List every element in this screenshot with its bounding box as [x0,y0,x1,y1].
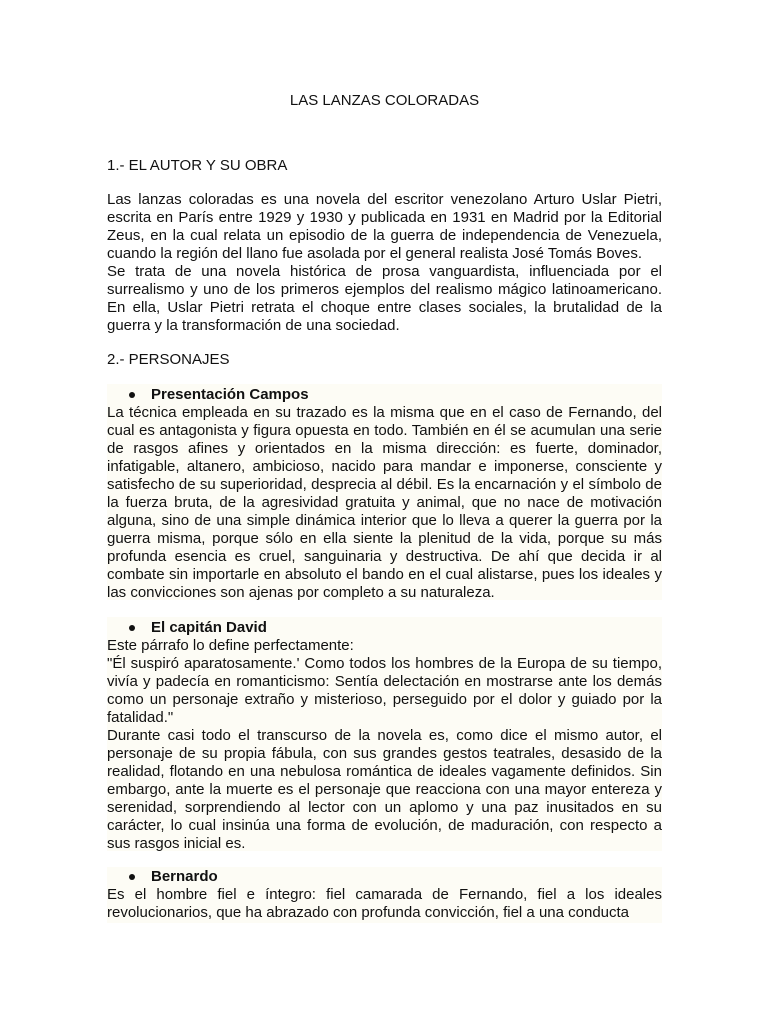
character-name: Bernardo [151,868,218,885]
paragraph-campos: La técnica empleada en su trazado es la misma que en el caso de Fernando, del cual es antagonista y figura opuesta en todo. También en él se acumulan una serie de rasgos afines y orientados en la misma dirección: es fuerte, dominador, infatigable, altanero, ambicioso, nacido para mandar e imponerse, consciente y satisfecho de su superioridad, desprecia al débil. Es la encarnación y el símbolo de la fuerza bruta, de la agresividad gratuita y animal, que no nace de motivación alguna, sino de una simple dinámica interior que lo lleva a querer la guerra por la guerra misma, porque sólo en ella siente la plenitud de la vida, porque su más profunda esencia es cruel, sanguinaria y destructiva. De ahí que decida ir al combate sin importarle en absoluto el bando en el cual alistarse, pues los ideales y las convicciones son ajenas por completo a su naturaleza. [107,404,662,601]
paragraph-david-2: "Él suspiró aparatosamente.' Como todos los hombres de la Europa de su tiempo, vivía y padecía en romanticismo: Sentía delectación en mostrarse ante los demás como un personaje extraño y misterioso, perseguido por el dolor y guiado por la fatalidad." [107,655,662,726]
section-heading-personajes: 2.- PERSONAJES [107,351,230,368]
paragraph-david-1: Este párrafo lo define perfectamente: [107,637,354,654]
character-heading-david [129,619,267,637]
bullet-icon [129,392,135,398]
paragraph-autor-2: Se trata de una novela histórica de prosa vanguardista, influenciada por el surrealismo y uno de los primeros ejemplos del realismo mágico latinoamericano. En ella, Uslar Pietri retrata el choque entre clases sociales, la brutalidad de la guerra y la transformación de una sociedad. [107,263,662,334]
character-name: El capitán David [151,619,267,636]
paragraph-bernardo: Es el hombre fiel e íntegro: fiel camarada de Fernando, fiel a los ideales revolucionarios, que ha abrazado con profunda convicción, fiel a una conducta [107,886,662,921]
character-heading-campos [129,386,309,404]
document-title: LAS LANZAS COLORADAS [289,92,480,109]
paragraph-autor-1: Las lanzas coloradas es una novela del escritor venezolano Arturo Uslar Pietri, escrita en París entre 1929 y 1930 y publicada en 1931 en Madrid por la Editorial Zeus, en la cual relata un episodio de la guerra de independencia de Venezuela, cuando la región del llano fue asolada por el general realista José Tomás Boves. [107,191,662,262]
bullet-icon [129,625,135,631]
section-heading-autor: 1.- EL AUTOR Y SU OBRA [107,157,288,174]
bullet-icon [129,874,135,880]
character-name: Presentación Campos [151,386,309,403]
character-heading-bernardo [129,868,218,886]
paragraph-david-3: Durante casi todo el transcurso de la novela es, como dice el mismo autor, el personaje de su propia fábula, con sus grandes gestos teatrales, desasido de la realidad, flotando en una nebulosa romántica de ideales vagamente definidos. Sin embargo, ante la muerte es el personaje que reacciona con una mayor entereza y serenidad, sorprendiendo al lector con un aplomo y una paz inusitados en su carácter, lo cual insinúa una forma de evolución, de maduración, con respecto a sus rasgos inicial es. [107,727,662,852]
